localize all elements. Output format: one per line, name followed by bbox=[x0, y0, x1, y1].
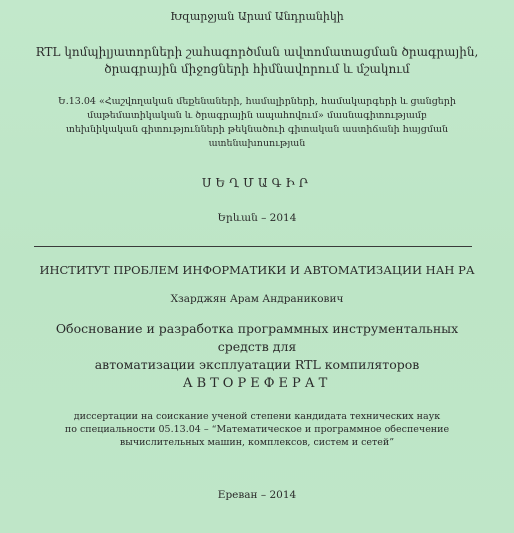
armenian-specialty-line: մաթեմատիկական և ծրագրային ապահովում» մասնագիտությամբ bbox=[87, 110, 427, 121]
russian-specialty-line: диссертации на соискание ученой степени кандидата технических наук bbox=[73, 411, 441, 422]
russian-title bbox=[30, 320, 484, 374]
armenian-specialty-line: ատենախոսության bbox=[208, 138, 306, 149]
russian-doc-type: АВТОРЕФЕРАТ bbox=[182, 376, 332, 391]
armenian-title-line: RTL կոմպիլյատորների շահագործման ավտոմատացման ծրագրային, bbox=[35, 45, 479, 59]
russian-title-line: Обоснование и разработка программных инструментальных средств для bbox=[55, 321, 459, 354]
armenian-title-line: ծրագրային միջոցների հիմնավորում և մշակում bbox=[104, 62, 410, 76]
armenian-specialty-line: Ե.13.04 «Հաշվողական մեքենաների, համալիրների, համակարգերի և ցանցերի bbox=[58, 96, 456, 107]
russian-specialty bbox=[50, 410, 464, 449]
section-divider bbox=[34, 246, 472, 247]
russian-institute: ИНСТИТУТ ПРОБЛЕМ ИНФОРМАТИКИ И АВТОМАТИЗАЦИИ НАН РА bbox=[39, 263, 475, 277]
armenian-doc-type: ՍԵՂՄԱԳԻՐ bbox=[201, 176, 313, 190]
russian-specialty-line: вычислительных машин, комплексов, систем и сетей” bbox=[119, 437, 395, 448]
armenian-author: Խզարջյան Արամ Անդրանիկի bbox=[170, 10, 344, 23]
russian-city-year: Ереван – 2014 bbox=[217, 489, 297, 501]
armenian-specialty bbox=[50, 95, 464, 151]
armenian-title bbox=[0, 44, 514, 78]
armenian-city-year: Երևան – 2014 bbox=[217, 212, 297, 224]
armenian-specialty-line: տեխնիկական գիտությունների թեկնածուի գիտական աստիճանի հայցման bbox=[66, 124, 448, 135]
russian-title-line: автоматизации эксплуатации RTL компиляторов bbox=[94, 357, 420, 372]
russian-author: Хзарджян Арам Андраникович bbox=[170, 293, 344, 305]
russian-specialty-line: по специальности 05.13.04 – “Математическое и программное обеспечение bbox=[64, 424, 450, 435]
